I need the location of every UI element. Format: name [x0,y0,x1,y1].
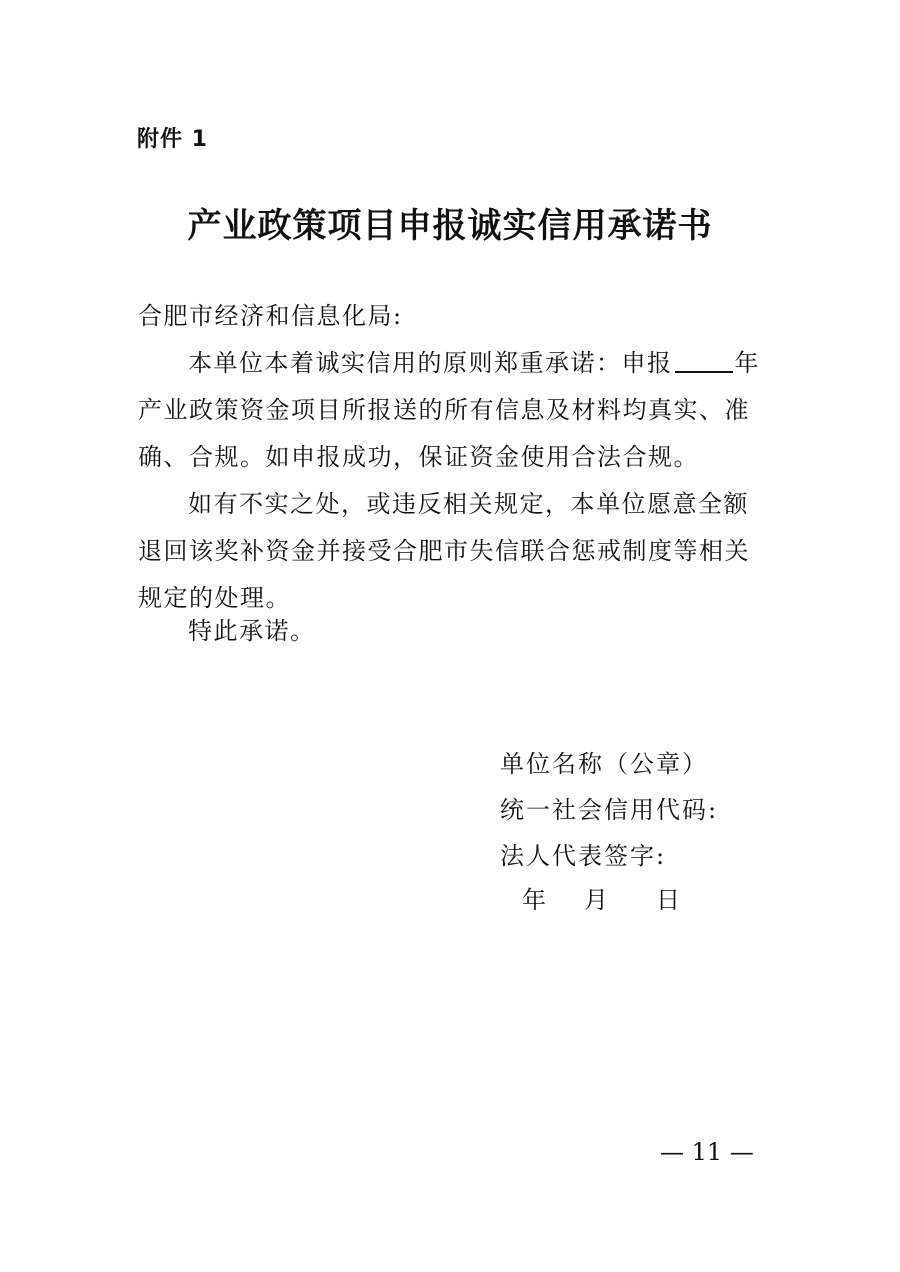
paragraph-penalty: 如有不实之处，或违反相关规定，本单位愿意全额退回该奖补资金并接受合肥市失信联合惩戒制度等相关规定的处理。 [138,490,750,612]
commitment-text-end: 年产业政策资金项目所报送的所有信息及材料均真实、准确、合规。如申报成功，保证资金使用合法合规。 [138,349,760,471]
date-year-label: 年 [522,886,546,914]
page-number: — 11 — [660,1138,754,1166]
date-day-label: 日 [656,886,680,914]
paragraph-commitment [138,340,766,481]
commitment-text-start: 本单位本着诚实信用的原则郑重承诺：申报 [188,349,673,377]
paragraph-closing: 特此承诺。 [188,617,316,645]
signature-legal-rep: 法人代表签字: [500,842,667,870]
document-title: 产业政策项目申报诚实信用承诺书 [187,206,713,246]
attachment-label: 附件 1 [137,127,208,152]
signature-credit-code: 统一社会信用代码: [500,796,719,824]
salutation: 合肥市经济和信息化局: [138,302,403,330]
signature-unit-name: 单位名称（公章） [500,750,708,778]
year-blank [675,347,733,373]
date-month-label: 月 [584,886,608,914]
